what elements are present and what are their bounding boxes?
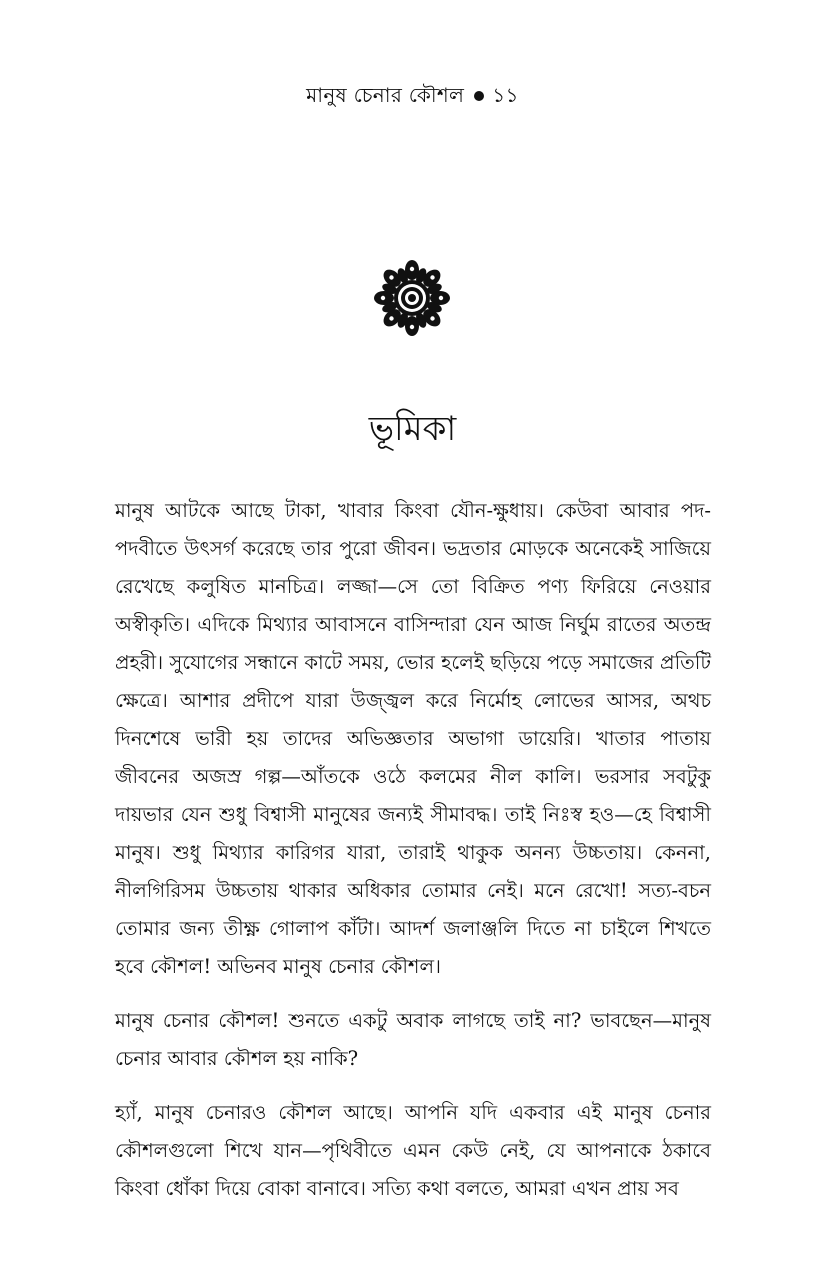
bullet-separator	[474, 91, 484, 101]
chapter-title: ভূমিকা	[368, 409, 457, 449]
page-number: ১১	[492, 83, 519, 107]
paragraph: মানুষ আটকে আছে টাকা, খাবার কিংবা যৌন-ক্ষুধায়। কেউবা আবার পদ-পদবীতে উৎসর্গ করেছে তার পুরো জীবন। ভদ্রতার মোড়কে অনেকেই সাজিয়ে রেখেছে কলুষিত মানচিত্র। লজ্জা—সে তো বিক্রিত পণ্য ফিরিয়ে নেওয়ার অস্বীকৃতি। এদিকে মিথ্যার আবাসনে বাসিন্দারা যেন আজ নির্ঘুম রাতের অতন্দ্র প্রহরী। সুযোগের সন্ধানে কাটে সময়, ভোর হলেই ছড়িয়ে পড়ে সমাজের প্রতিটি ক্ষেত্রে। আশার প্রদীপে যারা উজ্জ্বল করে নির্মোহ লোভের আসর, অথচ দিনশেষে ভারী হয় তাদের অভিজ্ঞতার অভাগা ডায়েরি। খাতার পাতায় জীবনের অজস্র গল্প—আঁতকে ওঠে কলমের নীল কালি। ভরসার সবটুকু দায়ভার যেন শুধু বিশ্বাসী মানুষের জন্যই সীমাবদ্ধ। তাই নিঃস্ব হও—হে বিশ্বাসী মানুষ। শুধু মিথ্যার কারিগর যারা, তারাই থাকুক অনন্য উচ্চতায়। কেননা, নীলগিরিসম উচ্চতায় থাকার অধিকার তোমার নেই। মনে রেখো! সত্য-বচন তোমার জন্য তীক্ষ্ণ গোলাপ কাঁটা। আদর্শ জলাঞ্জলি দিতে না চাইলে শিখতে হবে কৌশল! অভিনব মানুষ চেনার কৌশল।	[115, 499, 711, 978]
body-text	[115, 492, 711, 1224]
floral-mandala-icon	[372, 258, 452, 338]
running-header	[0, 80, 825, 110]
paragraph: মানুষ চেনার কৌশল! শুনতে একটু অবাক লাগছে তাই না? ভাবছেন—মানুষ চেনার আবার কৌশল হয় নাকি?	[115, 1009, 711, 1070]
paragraph: হ্যাঁ, মানুষ চেনারও কৌশল আছে। আপনি যদি একবার এই মানুষ চেনার কৌশলগুলো শিখে যান—পৃথিবীতে এমন কেউ নেই, যে আপনাকে ঠকাবে কিংবা ধোঁকা দিয়ে বোকা বানাবে। সত্যি কথা বলতে, আমরা এখন প্রায় সব	[115, 1101, 711, 1200]
running-title: মানুষ চেনার কৌশল	[306, 83, 465, 107]
